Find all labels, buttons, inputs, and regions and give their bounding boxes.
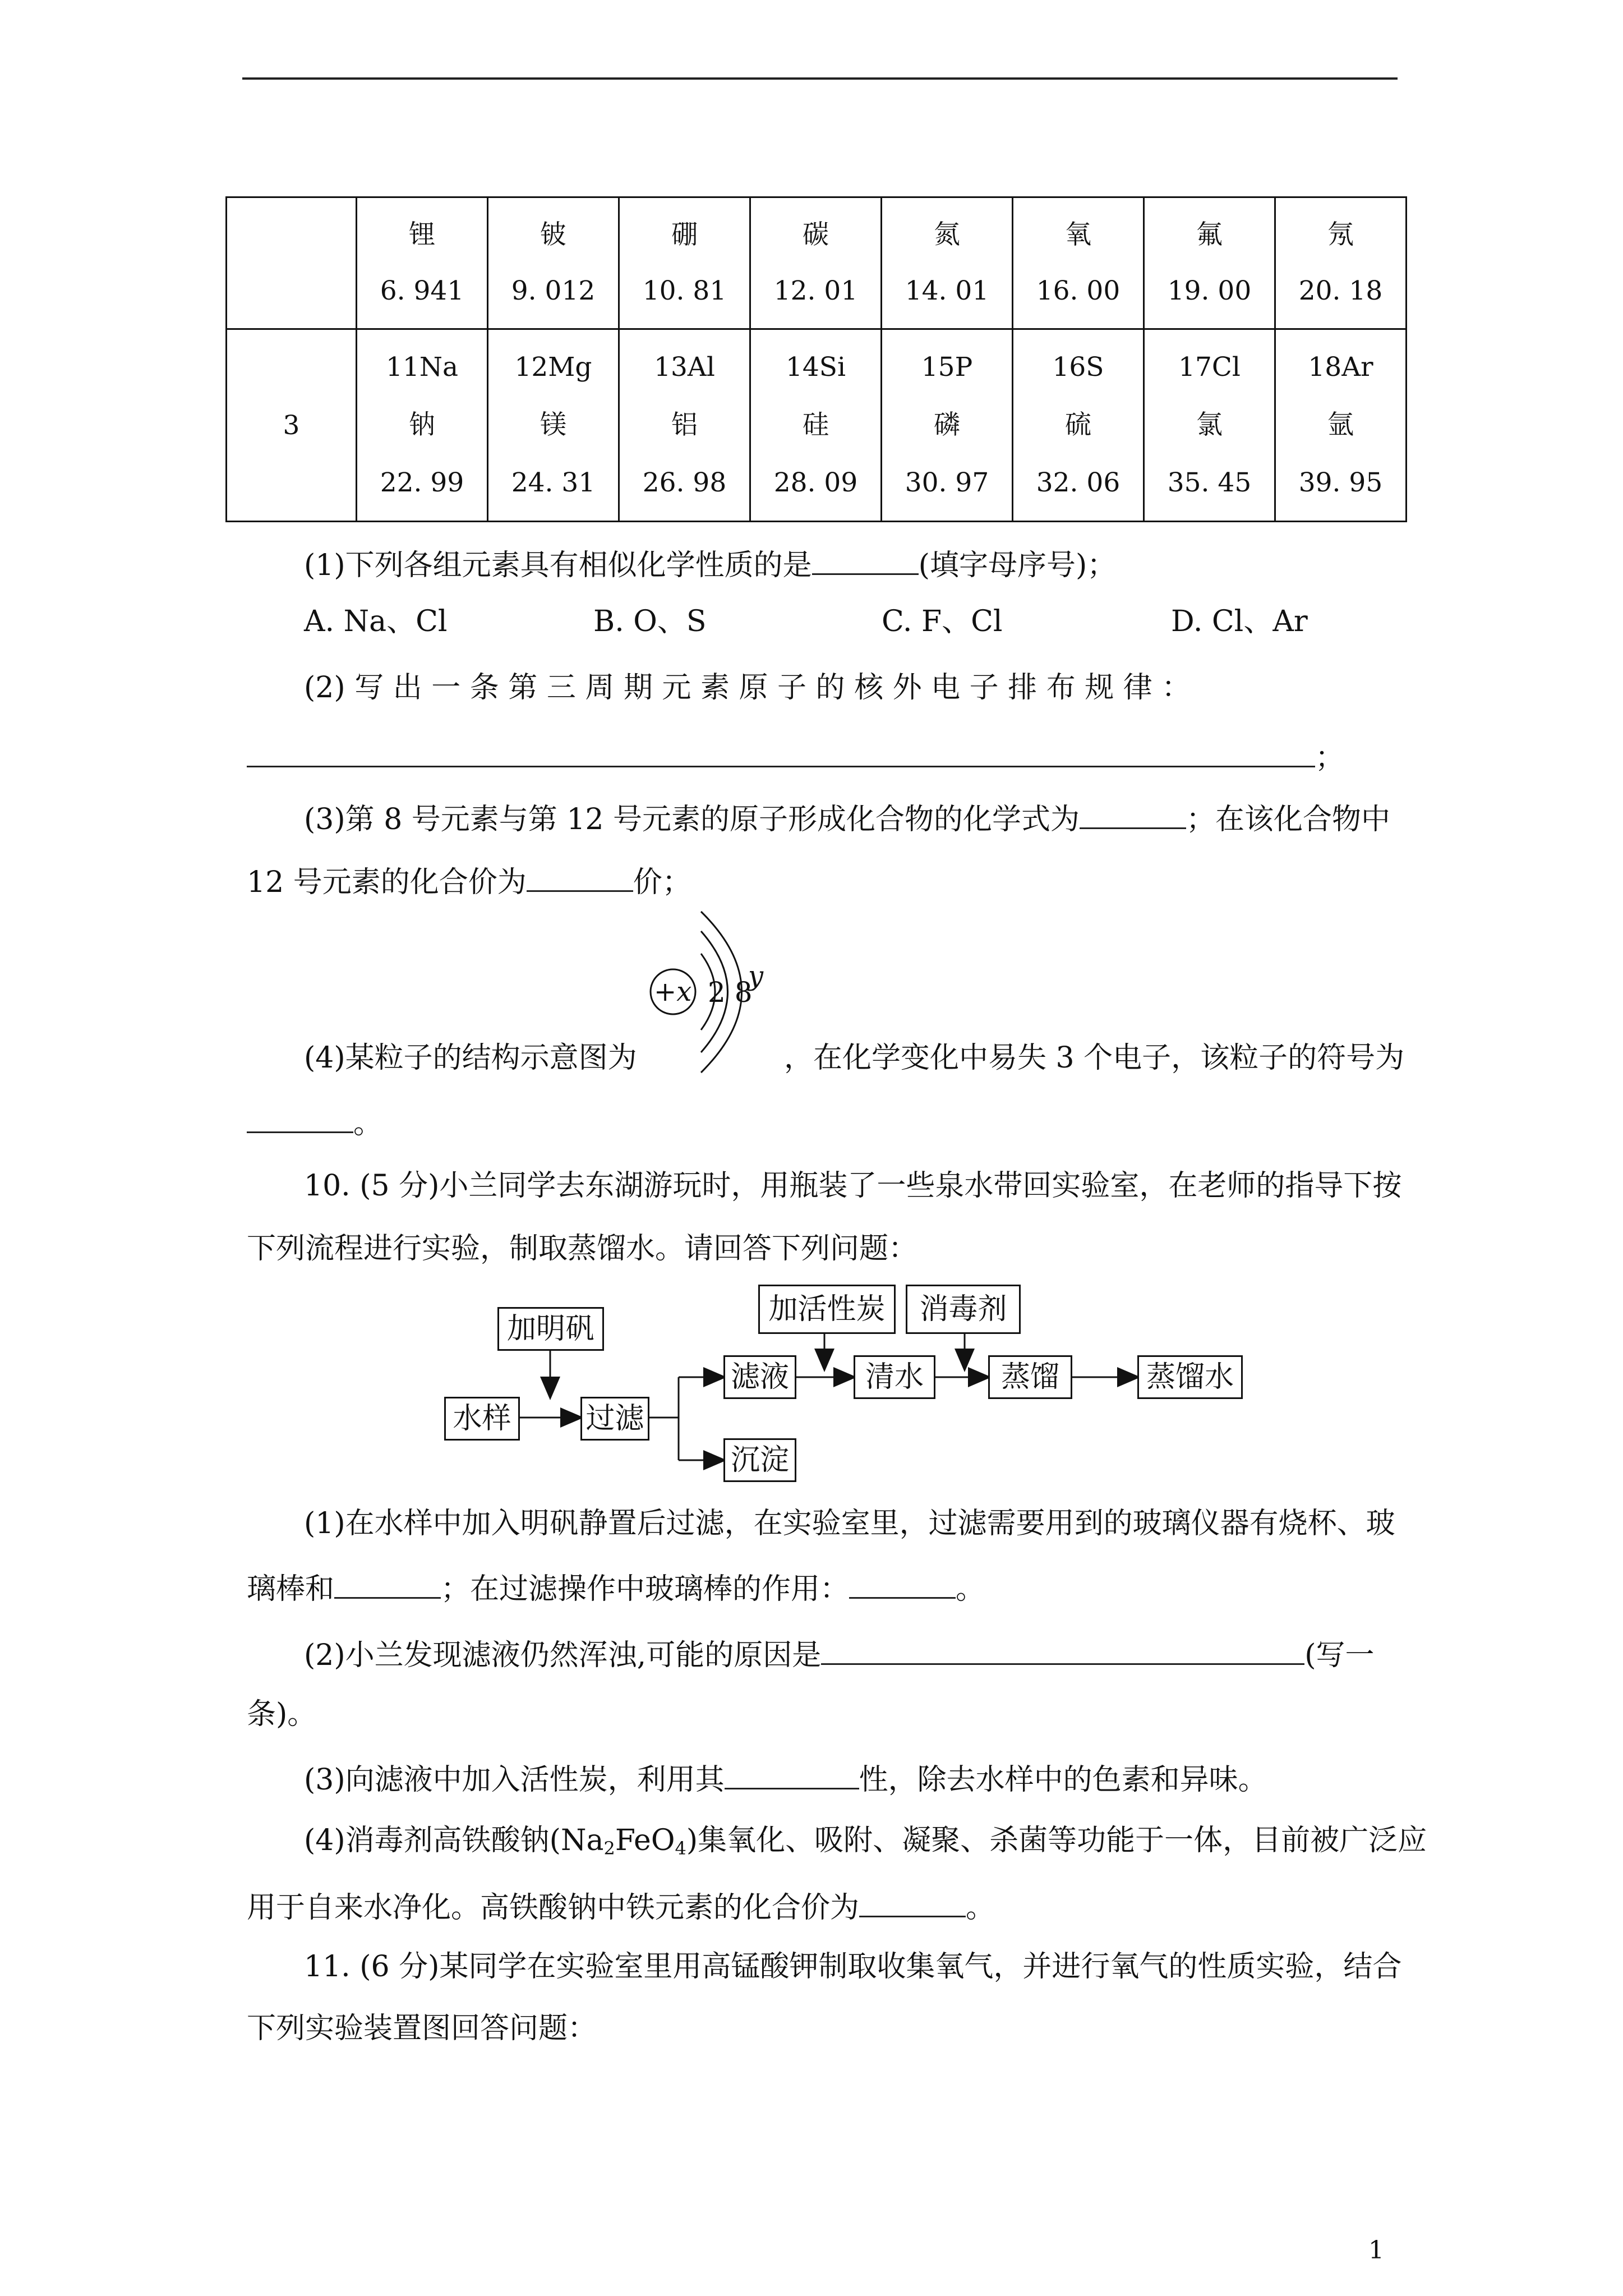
answer-blank[interactable] <box>849 1571 956 1599</box>
q9-part2: (2) 写 出 一 条 第 三 周 期 元 素 原 子 的 核 外 电 子 排 布 规 律 ： <box>304 671 1191 705</box>
q10-part2: (2)小兰发现滤液仍然浑浊,可能的原因是 (写一 <box>304 1637 1375 1670</box>
answer-blank[interactable] <box>725 1761 859 1789</box>
q9-part1: (1)下列各组元素具有相似化学性质的是 (填字母序号)； <box>304 547 1116 580</box>
element-cell: 锂 6. 941 <box>357 197 488 329</box>
q10-part2-cont: 条)。 <box>247 1697 317 1731</box>
element-cell: 18Ar 氩 39. 95 <box>1275 329 1407 522</box>
q9-part4-cont: ，在化学变化中易失 3 个电子，该粒子的符号为 <box>784 1041 1405 1075</box>
q10-part4: (4)消毒剂高铁酸钠$(Na_2FeO_4)$集氧化、吸附、凝聚、杀菌等功能于一体，目前被广泛应 <box>304 1824 1427 1859</box>
q9-part4: (4)某粒子的结构示意图为 <box>304 1041 637 1075</box>
page-number: 1 <box>1368 2236 1384 2265</box>
flow-box-distill: 蒸馏 <box>988 1355 1072 1399</box>
q9-part3: (3)第 8 号元素与第 12 号元素的原子形成化合物的化学式为 ；在该化合物中 <box>304 801 1390 834</box>
flow-box-distilled-water: 蒸馏水 <box>1137 1355 1243 1399</box>
flow-box-filtrate: 滤液 <box>723 1355 796 1399</box>
q11-intro: 11. (6 分)某同学在实验室里用高锰酸钾制取收集氧气，并进行氧气的性质实验，结合 <box>304 1950 1402 1984</box>
q9-option-c: C. F、Cl <box>882 605 1003 638</box>
shell-electrons: 2 8 <box>708 976 753 1009</box>
period-label: 3 <box>227 329 357 522</box>
q11-intro-cont: 下列实验装置图回答问题： <box>247 2012 597 2045</box>
q9-part3-cont: 12 号元素的化合价为 价； <box>247 864 691 897</box>
element-cell: 氧 16. 00 <box>1013 197 1144 329</box>
element-cell: 15P 磷 30. 97 <box>882 329 1013 522</box>
element-cell: 13Al 铝 26. 98 <box>619 329 750 522</box>
q9-option-d: D. Cl、Ar <box>1171 605 1308 638</box>
element-cell: 硼 10. 81 <box>619 197 750 329</box>
element-cell: 氟 19. 00 <box>1144 197 1275 329</box>
q9-part4-answer: 。 <box>247 1105 382 1138</box>
q10-part1: (1)在水样中加入明矾静置后过滤，在实验室里，过滤需要用到的玻璃仪器有烧杯、玻 <box>304 1507 1395 1540</box>
element-cell: 铍 9. 012 <box>488 197 619 329</box>
flow-box-add-carbon: 加活性炭 <box>758 1285 896 1334</box>
q9-part2-answer: ； <box>247 739 1344 772</box>
answer-blank[interactable] <box>859 1889 966 1917</box>
outer-electrons: y <box>748 960 764 992</box>
flow-box-water-sample: 水样 <box>444 1397 520 1441</box>
answer-blank[interactable] <box>334 1571 441 1599</box>
element-cell: 碳 12. 01 <box>750 197 882 329</box>
flow-box-clear-water: 清水 <box>854 1355 935 1399</box>
q10-part3: (3)向滤液中加入活性炭，利用其 性，除去水样中的色素和异味。 <box>304 1761 1267 1795</box>
flow-box-add-alum: 加明矾 <box>497 1307 604 1351</box>
flow-box-disinfectant: 消毒剂 <box>906 1285 1021 1334</box>
element-cell: 11Na 钠 22. 99 <box>357 329 488 522</box>
answer-blank[interactable] <box>821 1637 1304 1665</box>
q9-option-b: B. O、S <box>593 605 707 638</box>
q10-part4-cont: 用于自来水净化。高铁酸钠中铁元素的化合价为 。 <box>247 1889 995 1922</box>
element-cell: 氮 14. 01 <box>882 197 1013 329</box>
element-cell: 17Cl 氯 35. 45 <box>1144 329 1275 522</box>
nucleus-charge: +x <box>654 976 692 1007</box>
element-cell: 16S 硫 32. 06 <box>1013 329 1144 522</box>
flow-box-precipitate: 沉淀 <box>723 1438 796 1482</box>
q10-part1-cont: 璃棒和 ；在过滤操作中玻璃棒的作用： 。 <box>247 1571 985 1604</box>
flow-box-filter: 过滤 <box>580 1397 649 1441</box>
q10-intro: 10. (5 分)小兰同学去东湖游玩时，用瓶装了一些泉水带回实验室，在老师的指导下按 <box>304 1169 1402 1203</box>
element-cell: 12Mg 镁 24. 31 <box>488 329 619 522</box>
q9-option-a: A. Na、Cl <box>304 605 448 638</box>
q10-intro-cont: 下列流程进行实验，制取蒸馏水。请回答下列问题： <box>247 1232 918 1266</box>
element-cell: 氖 20. 18 <box>1275 197 1407 329</box>
element-cell: 14Si 硅 28. 09 <box>750 329 882 522</box>
